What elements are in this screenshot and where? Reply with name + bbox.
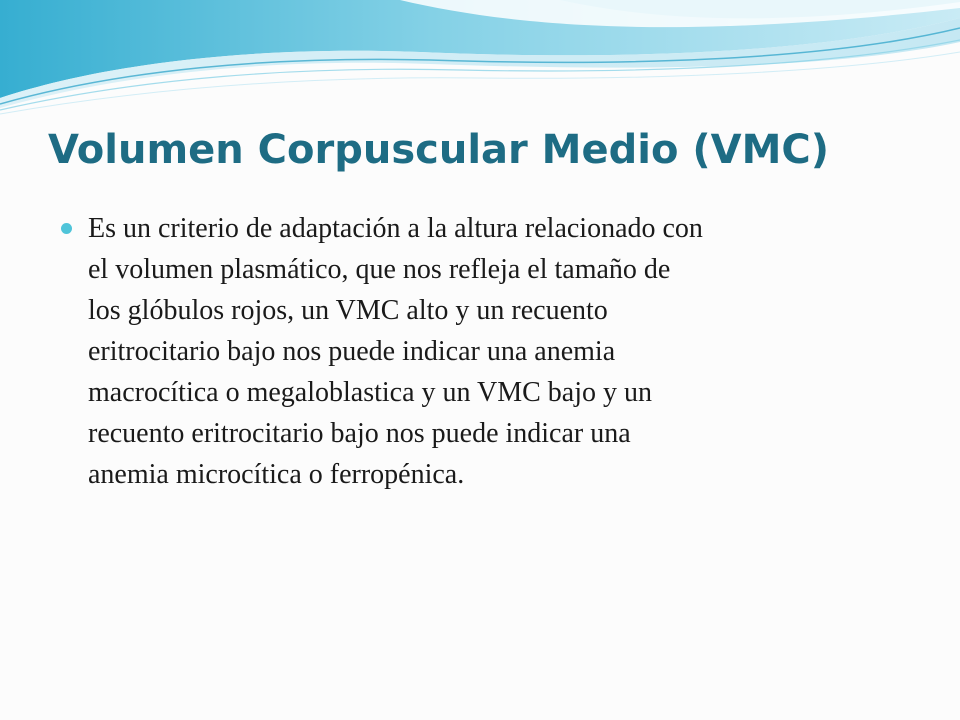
bullet-line-7: anemia microcítica o ferropénica. <box>88 459 465 490</box>
bullet-line-3: los glóbulos rojos, un VMC alto y un recuento <box>88 295 608 326</box>
decorative-wave-header <box>0 0 960 115</box>
bullet-line-1: Es un criterio de adaptación a la altura relacionado con <box>88 213 703 244</box>
slide-title: Volumen Corpuscular Medio (VMC) <box>48 127 830 173</box>
bullet-line-2: el volumen plasmático, que nos refleja el tamaño de <box>88 254 671 285</box>
bullet-item <box>58 208 908 495</box>
bullet-line-4: eritrocitario bajo nos puede indicar una anemia <box>88 336 616 367</box>
bullet-line-5: macrocítica o megaloblastica y un VMC bajo y un <box>88 377 653 408</box>
slide-body <box>58 208 908 495</box>
bullet-line-6: recuento eritrocitario bajo nos puede indicar una <box>88 418 631 449</box>
bullet-point-icon <box>61 223 72 234</box>
